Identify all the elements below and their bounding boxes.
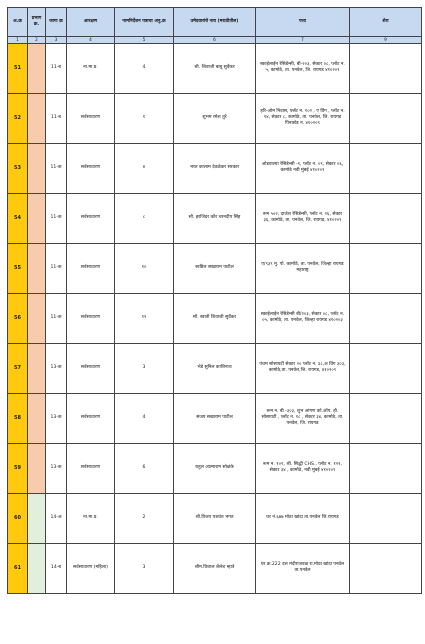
remark-cell	[350, 443, 422, 493]
serial-cell: 53	[8, 143, 28, 193]
table-row	[8, 543, 422, 593]
col-number: 4	[67, 37, 115, 44]
address-cell: रूम न. १०१, श्री. सिद्धी CHS., प्लॉट न. १२१, सेक्टर ३४ , कामोठे, नवी मुंबई ४१०२०९	[256, 443, 350, 493]
remark-cell	[350, 343, 422, 393]
col-number: 1	[8, 37, 28, 44]
ward-band-cell	[28, 493, 46, 543]
col-number: 7	[256, 37, 350, 44]
header-candidate-name: उमेदवारांचे नाव (मराठीतील)	[174, 8, 256, 37]
candidate-name-cell: श्रीम.विशाल शैलेश म्हात्रे	[174, 543, 256, 593]
form-number-cell: १२	[115, 293, 174, 343]
table-row	[8, 43, 422, 93]
address-cell: ए/९३९ मु. पो. कामोठे, ता. पनवेल, जिल्हा रायगड महाराष्ट्र	[256, 243, 350, 293]
seat-cell: 13-क	[46, 393, 67, 443]
col-number: 9	[350, 37, 422, 44]
form-number-cell: 4	[115, 393, 174, 443]
header-seat: जागा क्र	[46, 8, 67, 37]
form-number-cell: ८	[115, 193, 174, 243]
address-cell: स्काईलाईन रेसिडेन्सी, बी-२०३, सेक्टर ०८, प्लॉट न. ५, कामोठे, ता. पनवेल, जि. रायगड ४१०२०९	[256, 43, 350, 93]
reservation-cell: सर्वसाधारण	[67, 343, 115, 393]
col-number: 3	[46, 37, 67, 44]
reservation-cell: सर्वसाधारण (महिला)	[67, 543, 115, 593]
form-number-cell: 3	[115, 543, 174, 593]
ward-band-cell	[28, 193, 46, 243]
ward-band-cell	[28, 443, 46, 493]
ward-band-cell	[28, 93, 46, 143]
ward-band-cell	[28, 343, 46, 393]
form-number-cell: १०	[115, 243, 174, 293]
header-form-number: नामनिर्देशन पत्राचा अनु.क्र	[115, 8, 174, 37]
ward-band-cell	[28, 43, 46, 93]
remark-cell	[350, 93, 422, 143]
form-number-cell: 6	[115, 443, 174, 493]
serial-cell: 60	[8, 493, 28, 543]
header-row	[8, 8, 422, 37]
serial-cell: 54	[8, 193, 28, 243]
table-row	[8, 393, 422, 443]
form-number-cell: ४	[115, 143, 174, 193]
seat-cell: 14-अ	[46, 493, 67, 543]
seat-cell: 11-क	[46, 293, 67, 343]
serial-cell: 58	[8, 393, 28, 443]
table-row	[8, 143, 422, 193]
nomination-table	[7, 7, 422, 594]
reservation-cell: सर्वसाधारण	[67, 393, 115, 443]
serial-cell: 57	[8, 343, 28, 393]
table-row	[8, 93, 422, 143]
remark-cell	[350, 293, 422, 343]
candidate-name-cell: सौ. स्वाती शिवाजी सुर्वेकर	[174, 293, 256, 343]
reservation-cell: ना.मा.प्र.	[67, 43, 115, 93]
table-row	[8, 343, 422, 393]
reservation-cell: सर्वसाधारण	[67, 193, 115, 243]
form-number-cell: 2	[115, 493, 174, 543]
col-number: 6	[174, 37, 256, 44]
seat-cell: 13-क	[46, 443, 67, 493]
seat-cell: 11-क	[46, 243, 67, 293]
form-number-cell: 4	[115, 43, 174, 93]
remark-cell	[350, 543, 422, 593]
serial-cell: 59	[8, 443, 28, 493]
header-address: पत्ता	[256, 8, 350, 37]
form-number-cell: 3	[115, 343, 174, 393]
address-cell: पंचम सोसायटी सेक्टर २० प्लॉट न. ३८,अ विंग ३०३, कामोठे,ता. पनवेल,जि. रायगड, ४१०२०९	[256, 343, 350, 393]
candidate-name-cell: श्री. शिवाजी बाबू सुर्वेकर	[174, 43, 256, 93]
reservation-cell: ना.मा.प्र.	[67, 493, 115, 543]
nomination-table-container	[7, 7, 421, 594]
column-number-row	[8, 37, 422, 44]
reservation-cell: सर्वसाधारण	[67, 243, 115, 293]
remark-cell	[350, 43, 422, 93]
candidate-name-cell: शुभम रमेश तुरे	[174, 93, 256, 143]
address-cell: घर क्र.222 दत्त मंदीराजवळ रा.मोठा खांदा पनवेल ता.पनवेल	[256, 543, 350, 593]
serial-cell: 51	[8, 43, 28, 93]
ward-band-cell	[28, 293, 46, 343]
header-ward: प्रभाग क्र.	[28, 8, 46, 37]
table-row	[8, 193, 422, 243]
serial-cell: 52	[8, 93, 28, 143]
ward-band-cell	[28, 143, 46, 193]
address-cell: रूम न. बी -३०३, शुभ आंगण को.ऑप. हौ. सोसायटी , प्लॉट न. १८ , सेक्टर ३४, कामोठे, ता. पनवेल, जि. रायगड	[256, 393, 350, 443]
remark-cell	[350, 243, 422, 293]
col-number: 5	[115, 37, 174, 44]
address-cell: घर नं.६७७ मोठा खांदा ता.पनवेल जि.रायगड	[256, 493, 350, 543]
address-cell: हरि-ओम निवास, फ्लॅट न. १०२ , ए विंग , प्लॉट न. १४, सेक्टर ८, कामोठे, ता. पनवेल, जि. रायगड पिनकोड न. ४१०२०९	[256, 93, 350, 143]
remark-cell	[350, 193, 422, 243]
table-row	[8, 243, 422, 293]
reservation-cell: सर्वसाधारण	[67, 93, 115, 143]
seat-cell: 11-ब	[46, 93, 67, 143]
serial-cell: 56	[8, 293, 28, 343]
table-row	[8, 293, 422, 343]
candidate-name-cell: स्वप्निल सखाराम पाटील	[174, 243, 256, 293]
ward-band-cell	[28, 543, 46, 593]
col-number: 2	[28, 37, 46, 44]
reservation-cell: सर्वसाधारण	[67, 443, 115, 493]
candidate-name-cell: भेडे सुनिल काशिनाथ	[174, 343, 256, 393]
table-row	[8, 493, 422, 543]
remark-cell	[350, 393, 422, 443]
serial-cell: 61	[8, 543, 28, 593]
candidate-name-cell: भरत कालाम देवळेकर सरकार	[174, 143, 256, 193]
header-serial: अ.क्र	[8, 8, 28, 37]
seat-cell: 11-ब	[46, 43, 67, 93]
remark-cell	[350, 143, 422, 193]
candidate-name-cell: श्री.विजय यशवंत भगत	[174, 493, 256, 543]
table-row	[8, 443, 422, 493]
candidate-name-cell: राहुल आत्माराम सोळंके	[174, 443, 256, 493]
ward-band-cell	[28, 393, 46, 443]
candidate-name-cell: संजय सखाराम पाटील	[174, 393, 256, 443]
remark-cell	[350, 493, 422, 543]
seat-cell: 11-क	[46, 193, 67, 243]
header-remark: शेरा	[350, 8, 422, 37]
address-cell: रूम ५०२, दाजेश रेसिडेन्सी, प्लॉट न. २६, सेक्टर ३६, कामोठे, ता. पनवेल, जि. रायगड, ४१०२०९	[256, 193, 350, 243]
ward-band-cell	[28, 243, 46, 293]
form-number-cell: १	[115, 93, 174, 143]
address-cell: स्काईलाईन रेसिडेन्सी बी/२०३, सेक्टर ०८, प्लॉट न. ०५, कामोठे, ता. पनवेल, जिल्हा रायगड ४१०२०३	[256, 293, 350, 343]
seat-cell: 13-क	[46, 343, 67, 393]
seat-cell: 14-ब	[46, 543, 67, 593]
header-reservation: आरक्षण	[67, 8, 115, 37]
address-cell: ओडवाल्या रेसिडेन्सी -१, प्लॉट न. ०९, सेक्टर ०६, कामोठे नवी मुंबई ४१०२०९	[256, 143, 350, 193]
seat-cell: 11-क	[46, 143, 67, 193]
reservation-cell: सर्वसाधारण	[67, 293, 115, 343]
serial-cell: 55	[8, 243, 28, 293]
reservation-cell: सर्वसाधारण	[67, 143, 115, 193]
candidate-name-cell: सौ. हरजिंदर कौर चरनदीप सिंह	[174, 193, 256, 243]
